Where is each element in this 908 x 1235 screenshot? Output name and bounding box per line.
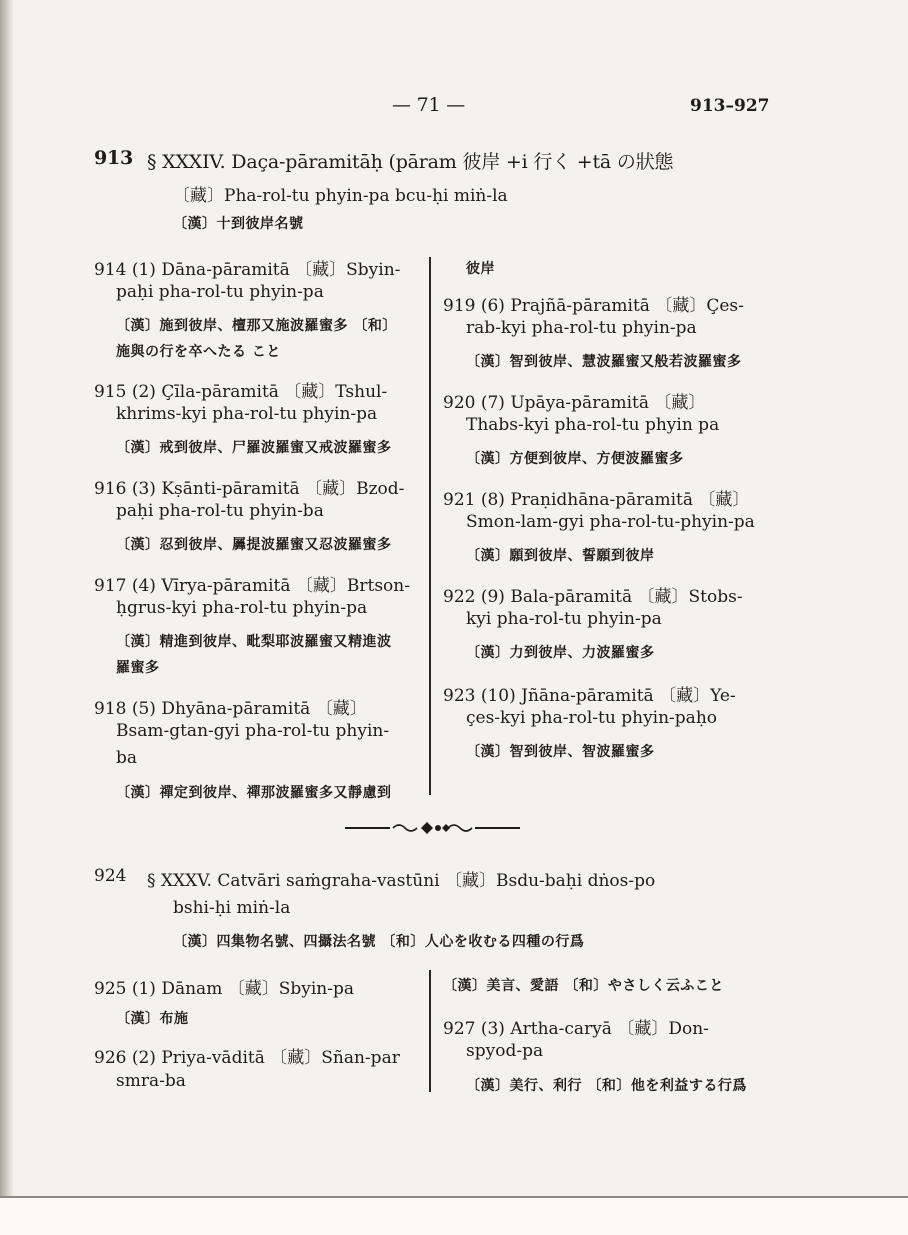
- entry-924-line2: bshi-ḥi miṅ-la: [173, 898, 291, 918]
- column-divider-2: [429, 970, 431, 1092]
- entry-927-chinese: 〔漢〕美行、利行 〔和〕他を利益する行爲: [466, 1078, 747, 1094]
- entry-921-chinese: 〔漢〕願到彼岸、誓願到彼岸: [466, 548, 655, 564]
- entry-916: 916 (3) Kṣānti-pāramitā 〔藏〕Bzod-: [94, 479, 405, 499]
- tibetan-line: 〔藏〕Pha-rol-tu phyin-pa bcu-ḥi miṅ-la: [173, 186, 508, 206]
- entry-919-chinese: 〔漢〕智到彼岸、慧波羅蜜又般若波羅蜜多: [466, 354, 742, 370]
- entry-919: 919 (6) Prajñā-pāramitā 〔藏〕Çes-: [443, 296, 744, 316]
- entry-927-line2: spyod-pa: [466, 1041, 544, 1061]
- entry-922: 922 (9) Bala-pāramitā 〔藏〕Stobs-: [443, 587, 743, 607]
- entry-914-line2: paḥi pha-rol-tu phyin-pa: [116, 282, 324, 302]
- entry-918-line3: ba: [116, 748, 138, 768]
- entry-918: 918 (5) Dhyāna-pāramitā 〔藏〕: [94, 699, 367, 719]
- entry-918-continuation: 彼岸: [466, 261, 495, 277]
- entry-921: 921 (8) Praṇidhāna-pāramitā 〔藏〕: [443, 490, 750, 510]
- entry-number-913: 913: [94, 147, 134, 169]
- entry-914-chinese: 〔漢〕施到彼岸、檀那又施波羅蜜多 〔和〕: [116, 318, 397, 334]
- entry-range: 913–927: [690, 96, 770, 116]
- entry-917-chinese: 〔漢〕精進到彼岸、毗梨耶波羅蜜又精進波: [116, 634, 392, 650]
- entry-918-chinese: 〔漢〕禪定到彼岸、禪那波羅蜜多又靜慮到: [116, 785, 392, 801]
- entry-920: 920 (7) Upāya-pāramitā 〔藏〕: [443, 393, 706, 413]
- page-binding-shadow: [0, 0, 14, 1235]
- entry-925: 925 (1) Dānam 〔藏〕Sbyin-pa: [94, 979, 354, 999]
- entry-915-line2: khrims-kyi pha-rol-tu phyin-pa: [116, 404, 378, 424]
- entry-920-chinese: 〔漢〕方便到彼岸、方便波羅蜜多: [466, 451, 684, 467]
- scan-margin: [0, 1198, 908, 1235]
- entry-915-chinese: 〔漢〕戒到彼岸、尸羅波羅蜜又戒波羅蜜多: [116, 440, 392, 456]
- entry-925-chinese: 〔漢〕布施: [116, 1011, 189, 1027]
- entry-926-continuation: 〔漢〕美言、愛語 〔和〕やさしく云ふこと: [443, 978, 724, 994]
- entry-923-chinese: 〔漢〕智到彼岸、智波羅蜜多: [466, 744, 655, 760]
- entry-917: 917 (4) Vīrya-pāramitā 〔藏〕Brtson-: [94, 576, 410, 596]
- entry-926: 926 (2) Priya-vāditā 〔藏〕Sñan-par: [94, 1048, 400, 1068]
- entry-922-chinese: 〔漢〕力到彼岸、力波羅蜜多: [466, 645, 655, 661]
- entry-number-924: 924: [94, 866, 127, 886]
- entry-923-line2: çes-kyi pha-rol-tu phyin-paḥo: [466, 708, 717, 728]
- section-heading-xxxv: § XXXV. Catvāri saṁgraha-vastūni 〔藏〕Bsdu-baḥi dṅos-po: [147, 871, 656, 891]
- column-divider: [429, 257, 431, 795]
- entry-915: 915 (2) Çīla-pāramitā 〔藏〕Tshul-: [94, 382, 388, 402]
- page-number: — 71 —: [392, 94, 466, 116]
- entry-922-line2: kyi pha-rol-tu phyin-pa: [466, 609, 662, 629]
- entry-918-line2: Bsam-gtan-gyi pha-rol-tu phyin-: [116, 721, 390, 741]
- section-heading-xxxiv: § XXXIV. Daça-pāramitāḥ (pāram 彼岸 +i 行く +tā の狀態: [147, 151, 674, 173]
- entry-924-chinese: 〔漢〕四集物名號、四攝法名號 〔和〕人心を收むる四種の行爲: [173, 934, 585, 950]
- entry-917-chinese-cont: 羅蜜多: [116, 660, 160, 676]
- entry-916-line2: paḥi pha-rol-tu phyin-ba: [116, 501, 324, 521]
- entry-923: 923 (10) Jñāna-pāramitā 〔藏〕Ye-: [443, 686, 736, 706]
- entry-920-line2: Thabs-kyi pha-rol-tu phyin pa: [466, 415, 720, 435]
- entry-916-chinese: 〔漢〕忍到彼岸、羼提波羅蜜又忍波羅蜜多: [116, 537, 392, 553]
- entry-914-japanese: 施與の行を卒へたる こと: [116, 344, 281, 360]
- entry-921-line2: Smon-lam-gyi pha-rol-tu-phyin-pa: [466, 512, 755, 532]
- entry-919-line2: rab-kyi pha-rol-tu phyin-pa: [466, 318, 697, 338]
- ornament-divider: [345, 818, 520, 838]
- entry-926-line2: smra-ba: [116, 1071, 186, 1091]
- entry-914: 914 (1) Dāna-pāramitā 〔藏〕Sbyin-: [94, 260, 401, 280]
- entry-917-line2: ḥgrus-kyi pha-rol-tu phyin-pa: [116, 598, 368, 618]
- entry-927: 927 (3) Artha-caryā 〔藏〕Don-: [443, 1019, 709, 1039]
- chinese-line: 〔漢〕十到彼岸名號: [173, 216, 304, 232]
